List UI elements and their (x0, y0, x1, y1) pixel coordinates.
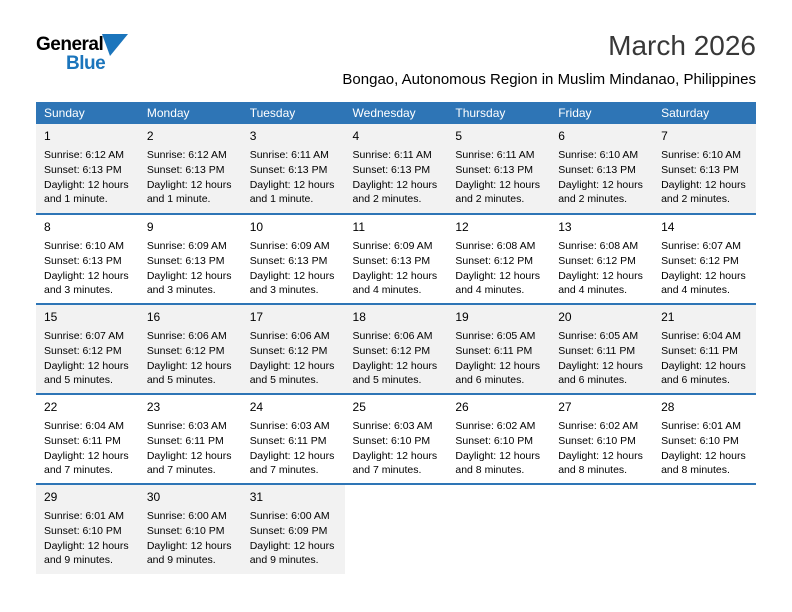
daylight-text-line1: Daylight: 12 hours (249, 178, 335, 191)
daylight-text-line2: and 2 minutes. (352, 193, 422, 206)
sunrise-text: Sunrise: 6:11 AM (352, 149, 432, 162)
daylight-text-line2: and 3 minutes. (146, 284, 216, 297)
day-cell (653, 304, 756, 394)
daylight-text-line1: Daylight: 12 hours (661, 269, 746, 282)
daylight-text-line1: Daylight: 12 hours (661, 178, 746, 191)
day-number: 6 (558, 129, 565, 144)
day-cell (345, 124, 448, 214)
sunrise-text: Sunrise: 6:01 AM (44, 510, 124, 523)
daylight-text-line2: and 4 minutes. (352, 284, 422, 297)
day-number: 22 (44, 400, 58, 415)
day-cell (447, 394, 550, 484)
sunset-text: Sunset: 6:10 PM (661, 434, 739, 447)
day-cell (139, 304, 242, 394)
sunrise-text: Sunrise: 6:09 AM (146, 240, 227, 253)
daylight-text-line2: and 8 minutes. (558, 464, 628, 477)
daylight-text-line2: and 2 minutes. (455, 193, 525, 206)
daylight-text-line2: and 6 minutes. (558, 374, 628, 387)
sunset-text: Sunset: 6:10 PM (352, 434, 431, 447)
sunrise-text: Sunrise: 6:10 AM (44, 240, 124, 253)
day-number: 14 (661, 220, 675, 235)
logo-triangle-icon (102, 34, 128, 56)
daylight-text-line2: and 7 minutes. (44, 464, 113, 477)
day-cell (242, 214, 345, 304)
daylight-text-line2: and 5 minutes. (44, 374, 113, 387)
week-row (36, 214, 756, 304)
day-cell (447, 124, 550, 214)
sunset-text: Sunset: 6:13 PM (661, 163, 739, 176)
day-cell (139, 214, 242, 304)
daylight-text-line1: Daylight: 12 hours (558, 269, 643, 282)
daylight-text-line1: Daylight: 12 hours (44, 539, 129, 552)
daylight-text-line1: Daylight: 12 hours (249, 269, 335, 282)
sunrise-text: Sunrise: 6:12 AM (146, 149, 227, 162)
sunset-text: Sunset: 6:13 PM (146, 254, 225, 267)
daylight-text-line2: and 2 minutes. (661, 193, 730, 206)
daylight-text-line1: Daylight: 12 hours (44, 269, 129, 282)
daylight-text-line1: Daylight: 12 hours (44, 178, 129, 191)
weekday-header: Saturday (653, 102, 756, 124)
day-cell (139, 394, 242, 484)
sunset-text: Sunset: 6:11 PM (661, 344, 738, 357)
daylight-text-line1: Daylight: 12 hours (558, 449, 643, 462)
daylight-text-line2: and 4 minutes. (661, 284, 730, 297)
sunset-text: Sunset: 6:12 PM (249, 344, 328, 357)
sunset-text: Sunset: 6:12 PM (558, 254, 636, 267)
weekday-row (36, 102, 756, 124)
empty-day-cell (345, 484, 448, 574)
weekday-header: Friday (550, 102, 653, 124)
day-number: 15 (44, 310, 58, 325)
weekday-header: Tuesday (242, 102, 345, 124)
day-cell (345, 394, 448, 484)
sunset-text: Sunset: 6:11 PM (558, 344, 636, 357)
daylight-text-line2: and 9 minutes. (249, 554, 319, 567)
daylight-text-line1: Daylight: 12 hours (455, 269, 541, 282)
location-subtitle: Bongao, Autonomous Region in Muslim Mindanao, Philippines (342, 71, 756, 89)
sunset-text: Sunset: 6:09 PM (249, 524, 328, 537)
day-number: 16 (146, 310, 161, 325)
sunrise-text: Sunrise: 6:04 AM (44, 420, 124, 433)
empty-day-cell (447, 484, 550, 574)
day-number: 18 (352, 310, 366, 325)
day-cell (345, 304, 448, 394)
daylight-text-line1: Daylight: 12 hours (455, 359, 541, 372)
daylight-text-line1: Daylight: 12 hours (249, 359, 335, 372)
sunrise-text: Sunrise: 6:12 AM (44, 149, 124, 162)
sunrise-text: Sunrise: 6:00 AM (249, 510, 330, 523)
daylight-text-line2: and 1 minute. (146, 193, 211, 206)
daylight-text-line1: Daylight: 12 hours (352, 359, 438, 372)
sunset-text: Sunset: 6:10 PM (146, 524, 225, 537)
sunset-text: Sunset: 6:11 PM (455, 344, 533, 357)
daylight-text-line1: Daylight: 12 hours (146, 539, 232, 552)
day-number: 21 (661, 310, 675, 325)
daylight-text-line1: Daylight: 12 hours (352, 449, 438, 462)
daylight-text-line1: Daylight: 12 hours (44, 359, 129, 372)
sunset-text: Sunset: 6:12 PM (455, 254, 534, 267)
logo-text-blue: Blue (66, 53, 106, 74)
sunrise-text: Sunrise: 6:06 AM (352, 330, 433, 343)
day-number: 3 (249, 129, 257, 144)
sunset-text: Sunset: 6:13 PM (146, 163, 225, 176)
day-number: 30 (146, 490, 161, 505)
day-cell (550, 124, 653, 214)
daylight-text-line2: and 9 minutes. (44, 554, 113, 567)
day-cell (242, 124, 345, 214)
daylight-text-line2: and 6 minutes. (455, 374, 525, 387)
day-cell (242, 304, 345, 394)
sunrise-text: Sunrise: 6:03 AM (352, 420, 433, 433)
day-number: 2 (146, 129, 154, 144)
day-number: 13 (558, 220, 572, 235)
day-cell (36, 394, 139, 484)
sunset-text: Sunset: 6:13 PM (249, 254, 328, 267)
daylight-text-line2: and 1 minute. (249, 193, 314, 206)
day-cell (550, 214, 653, 304)
week-row (36, 304, 756, 394)
day-number: 25 (352, 400, 366, 415)
sunset-text: Sunset: 6:11 PM (249, 434, 327, 447)
sunrise-text: Sunrise: 6:06 AM (146, 330, 227, 343)
sunset-text: Sunset: 6:12 PM (146, 344, 225, 357)
title-block (196, 28, 756, 88)
daylight-text-line1: Daylight: 12 hours (558, 359, 643, 372)
daylight-text-line2: and 1 minute. (44, 193, 108, 206)
daylight-text-line1: Daylight: 12 hours (249, 539, 335, 552)
sunrise-text: Sunrise: 6:10 AM (558, 149, 639, 162)
sunrise-text: Sunrise: 6:07 AM (661, 240, 742, 253)
sunrise-text: Sunrise: 6:03 AM (249, 420, 330, 433)
day-number: 11 (352, 220, 365, 235)
day-number: 9 (146, 220, 154, 235)
day-number: 27 (558, 400, 572, 415)
sunrise-text: Sunrise: 6:07 AM (44, 330, 124, 343)
daylight-text-line1: Daylight: 12 hours (146, 269, 232, 282)
day-cell (550, 394, 653, 484)
weekday-header: Thursday (447, 102, 550, 124)
day-cell (653, 394, 756, 484)
daylight-text-line1: Daylight: 12 hours (146, 359, 232, 372)
sunset-text: Sunset: 6:13 PM (44, 254, 122, 267)
sunrise-text: Sunrise: 6:08 AM (455, 240, 536, 253)
sunrise-text: Sunrise: 6:06 AM (249, 330, 330, 343)
sunrise-text: Sunrise: 6:08 AM (558, 240, 639, 253)
day-number: 8 (44, 220, 51, 235)
daylight-text-line2: and 8 minutes. (661, 464, 730, 477)
daylight-text-line2: and 5 minutes. (146, 374, 216, 387)
daylight-text-line2: and 8 minutes. (455, 464, 525, 477)
sunrise-text: Sunrise: 6:03 AM (146, 420, 227, 433)
day-cell (139, 124, 242, 214)
sunset-text: Sunset: 6:12 PM (352, 344, 431, 357)
day-cell (36, 304, 139, 394)
sunrise-text: Sunrise: 6:11 AM (249, 149, 329, 162)
weekday-header: Wednesday (345, 102, 448, 124)
sunrise-text: Sunrise: 6:02 AM (558, 420, 639, 433)
daylight-text-line2: and 5 minutes. (352, 374, 422, 387)
sunset-text: Sunset: 6:13 PM (352, 163, 431, 176)
daylight-text-line2: and 5 minutes. (249, 374, 319, 387)
general-blue-logo (36, 28, 196, 86)
weekday-header: Monday (139, 102, 242, 124)
sunrise-text: Sunrise: 6:02 AM (455, 420, 536, 433)
day-cell (139, 484, 242, 574)
weekday-header: Sunday (36, 102, 139, 124)
empty-day-cell (653, 484, 756, 574)
day-number: 7 (661, 129, 668, 144)
day-number: 26 (455, 400, 469, 415)
sunset-text: Sunset: 6:11 PM (44, 434, 121, 447)
calendar-body (36, 124, 756, 574)
daylight-text-line2: and 7 minutes. (352, 464, 422, 477)
daylight-text-line2: and 7 minutes. (249, 464, 319, 477)
daylight-text-line1: Daylight: 12 hours (352, 269, 438, 282)
daylight-text-line2: and 4 minutes. (558, 284, 628, 297)
sunset-text: Sunset: 6:10 PM (558, 434, 636, 447)
daylight-text-line2: and 7 minutes. (146, 464, 216, 477)
daylight-text-line2: and 3 minutes. (249, 284, 319, 297)
sunset-text: Sunset: 6:12 PM (44, 344, 122, 357)
day-number: 5 (455, 129, 463, 144)
sunrise-text: Sunrise: 6:05 AM (455, 330, 536, 343)
daylight-text-line1: Daylight: 12 hours (455, 449, 541, 462)
day-number: 20 (558, 310, 572, 325)
sunrise-text: Sunrise: 6:00 AM (146, 510, 227, 523)
day-cell (447, 214, 550, 304)
daylight-text-line2: and 9 minutes. (146, 554, 216, 567)
sunrise-text: Sunrise: 6:11 AM (455, 149, 535, 162)
daylight-text-line1: Daylight: 12 hours (455, 178, 541, 191)
sunset-text: Sunset: 6:13 PM (352, 254, 431, 267)
page-header (36, 28, 756, 88)
day-number: 31 (249, 490, 264, 505)
day-number: 17 (249, 310, 264, 325)
daylight-text-line1: Daylight: 12 hours (146, 449, 232, 462)
calendar-table (36, 102, 756, 574)
sunset-text: Sunset: 6:13 PM (455, 163, 534, 176)
sunrise-text: Sunrise: 6:10 AM (661, 149, 742, 162)
daylight-text-line1: Daylight: 12 hours (558, 178, 643, 191)
day-number: 1 (44, 129, 51, 144)
logo-text-general: General (36, 34, 104, 55)
day-number: 12 (455, 220, 469, 235)
daylight-text-line1: Daylight: 12 hours (352, 178, 438, 191)
daylight-text-line2: and 3 minutes. (44, 284, 113, 297)
week-row (36, 484, 756, 574)
week-row (36, 394, 756, 484)
day-number: 29 (44, 490, 58, 505)
day-cell (242, 484, 345, 574)
daylight-text-line1: Daylight: 12 hours (661, 359, 746, 372)
sunset-text: Sunset: 6:11 PM (146, 434, 224, 447)
day-cell (447, 304, 550, 394)
daylight-text-line1: Daylight: 12 hours (249, 449, 335, 462)
sunset-text: Sunset: 6:12 PM (661, 254, 739, 267)
sunset-text: Sunset: 6:10 PM (44, 524, 122, 537)
day-cell (653, 214, 756, 304)
sunrise-text: Sunrise: 6:09 AM (352, 240, 433, 253)
sunrise-text: Sunrise: 6:05 AM (558, 330, 639, 343)
day-cell (550, 304, 653, 394)
day-cell (36, 484, 139, 574)
day-cell (242, 394, 345, 484)
day-number: 19 (455, 310, 469, 325)
sunset-text: Sunset: 6:10 PM (455, 434, 534, 447)
daylight-text-line2: and 4 minutes. (455, 284, 525, 297)
calendar-head (36, 102, 756, 124)
daylight-text-line1: Daylight: 12 hours (44, 449, 129, 462)
daylight-text-line2: and 2 minutes. (558, 193, 628, 206)
sunset-text: Sunset: 6:13 PM (44, 163, 122, 176)
day-number: 28 (661, 400, 675, 415)
sunrise-text: Sunrise: 6:01 AM (661, 420, 742, 433)
daylight-text-line2: and 6 minutes. (661, 374, 730, 387)
day-number: 23 (146, 400, 161, 415)
day-cell (345, 214, 448, 304)
day-cell (36, 214, 139, 304)
sunrise-text: Sunrise: 6:09 AM (249, 240, 330, 253)
day-cell (36, 124, 139, 214)
month-title: March 2026 (608, 30, 756, 61)
sunset-text: Sunset: 6:13 PM (558, 163, 636, 176)
daylight-text-line1: Daylight: 12 hours (146, 178, 232, 191)
week-row (36, 124, 756, 214)
empty-day-cell (550, 484, 653, 574)
sunrise-text: Sunrise: 6:04 AM (661, 330, 742, 343)
daylight-text-line1: Daylight: 12 hours (661, 449, 746, 462)
day-cell (653, 124, 756, 214)
day-number: 24 (249, 400, 264, 415)
sunset-text: Sunset: 6:13 PM (249, 163, 328, 176)
day-number: 10 (249, 220, 264, 235)
day-number: 4 (352, 129, 360, 144)
